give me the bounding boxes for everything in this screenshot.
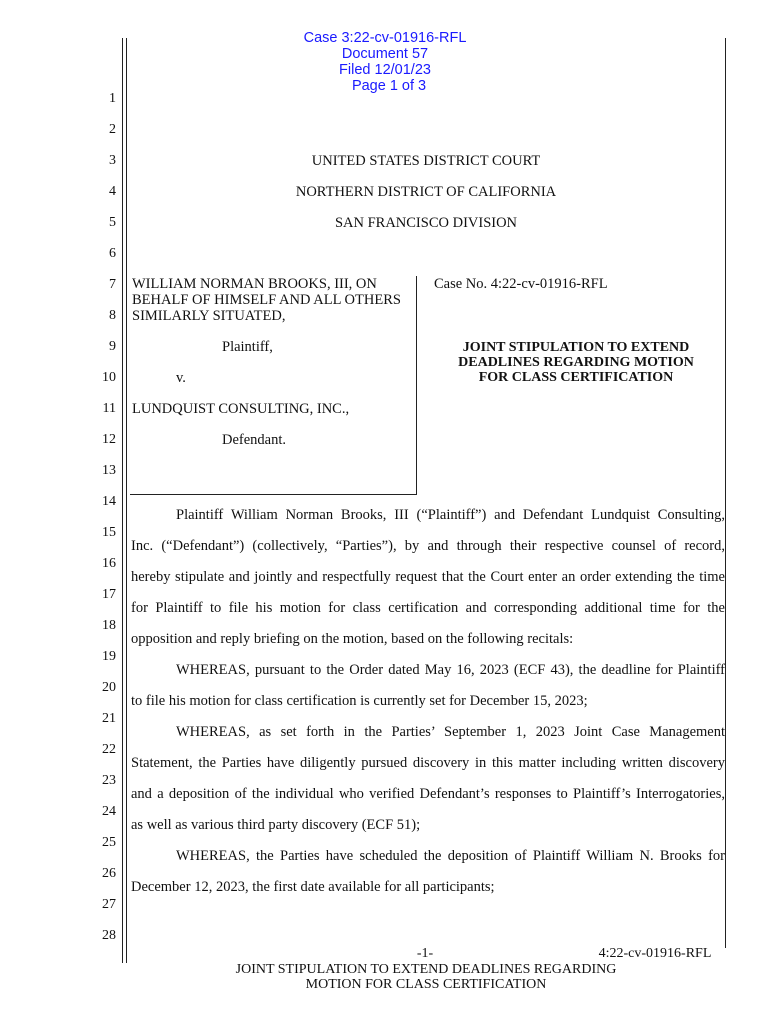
body-line: for Plaintiff to file his motion for class certification and corresponding additional time for the [131,600,725,616]
body-line: as well as various third party discovery (ECF 51); [131,817,421,833]
header-document: Document 57 [341,46,429,62]
line-number: 3 [109,153,116,168]
body-line: Inc. (“Defendant”) (collectively, “Parties”), by and through their respective counsel of record, [131,538,725,554]
line-number: 8 [109,308,116,323]
body-line: hereby stipulate and jointly and respectfully request that the Court enter an order extending the time [131,569,725,585]
body-line: Plaintiff William Norman Brooks, III (“Plaintiff”) and Defendant Lundquist Consulting, [176,507,725,523]
footer-page-number: -1- [416,946,434,961]
header-page: Page 1 of 3 [351,78,427,94]
document-title-line-2: DEADLINES REGARDING MOTION [458,355,694,370]
line-number: 12 [102,432,116,447]
ecf-header [0,14,770,94]
line-number: 9 [109,339,116,354]
body-line: WHEREAS, the Parties have scheduled the deposition of Plaintiff William N. Brooks for [176,848,725,864]
line-number: 14 [102,494,116,509]
document-title-line-1: JOINT STIPULATION TO EXTEND [462,340,690,355]
line-number: 19 [102,649,116,664]
footer-title-line-1: JOINT STIPULATION TO EXTEND DEADLINES REGARDING [235,962,617,977]
line-number: 23 [102,773,116,788]
line-number: 25 [102,835,116,850]
line-number: 6 [109,246,116,261]
body-line: Statement, the Parties have diligently pursued discovery in this matter including written discovery [131,755,725,771]
line-number: 16 [102,556,116,571]
caption-divider [416,276,417,494]
line-number: 28 [102,928,116,943]
line-number: 18 [102,618,116,633]
plaintiff-name-line-3: SIMILARLY SITUATED, [132,308,286,324]
line-number: 7 [109,277,116,292]
line-number: 17 [102,587,116,602]
case-number: Case No. 4:22-cv-01916-RFL [434,276,608,292]
line-number: 5 [109,215,116,230]
line-number: 1 [109,91,116,106]
defendant-role: Defendant. [222,432,287,448]
versus: v. [176,370,186,386]
document-title-line-3: FOR CLASS CERTIFICATION [478,370,674,385]
body-line: WHEREAS, pursuant to the Order dated May 16, 2023 (ECF 43), the deadline for Plaintiff [176,662,725,678]
line-number: 15 [102,525,116,540]
line-number: 21 [102,711,116,726]
left-margin-line-outer [122,38,123,963]
line-number: 10 [102,370,116,385]
body-line: to file his motion for class certification is currently set for December 15, 2023; [131,693,588,709]
plaintiff-name-line-2: BEHALF OF HIMSELF AND ALL OTHERS [132,292,401,308]
line-number: 20 [102,680,116,695]
footer-case-number: 4:22-cv-01916-RFL [598,946,712,961]
plaintiff-role: Plaintiff, [222,339,273,355]
footer-title-line-2: MOTION FOR CLASS CERTIFICATION [305,977,547,992]
line-number: 24 [102,804,116,819]
body-line: and a deposition of the individual who verified Defendant’s responses to Plaintiff’s Interrogatories, [131,786,725,802]
header-filed: Filed 12/01/23 [339,62,431,78]
line-number: 13 [102,463,116,478]
line-number: 11 [102,401,116,416]
line-number: 4 [109,184,116,199]
line-number: 26 [102,866,116,881]
court-name: UNITED STATES DISTRICT COURT [311,153,541,169]
body-line: December 12, 2023, the first date available for all participants; [131,879,495,895]
line-number: 22 [102,742,116,757]
plaintiff-name-line-1: WILLIAM NORMAN BROOKS, III, ON [132,276,377,292]
line-number: 2 [109,122,116,137]
right-margin-line [725,38,726,948]
body-line: WHEREAS, as set forth in the Parties’ September 1, 2023 Joint Case Management [176,724,725,740]
court-division: SAN FRANCISCO DIVISION [334,215,518,231]
defendant-name: LUNDQUIST CONSULTING, INC., [132,401,350,417]
left-margin-line-inner [126,38,127,963]
caption-bottom-rule [130,494,417,495]
body-line: opposition and reply briefing on the motion, based on the following recitals: [131,631,574,647]
court-district: NORTHERN DISTRICT OF CALIFORNIA [295,184,557,200]
header-case-ref: Case 3:22-cv-01916-RFL [303,30,467,46]
line-number: 27 [102,897,116,912]
